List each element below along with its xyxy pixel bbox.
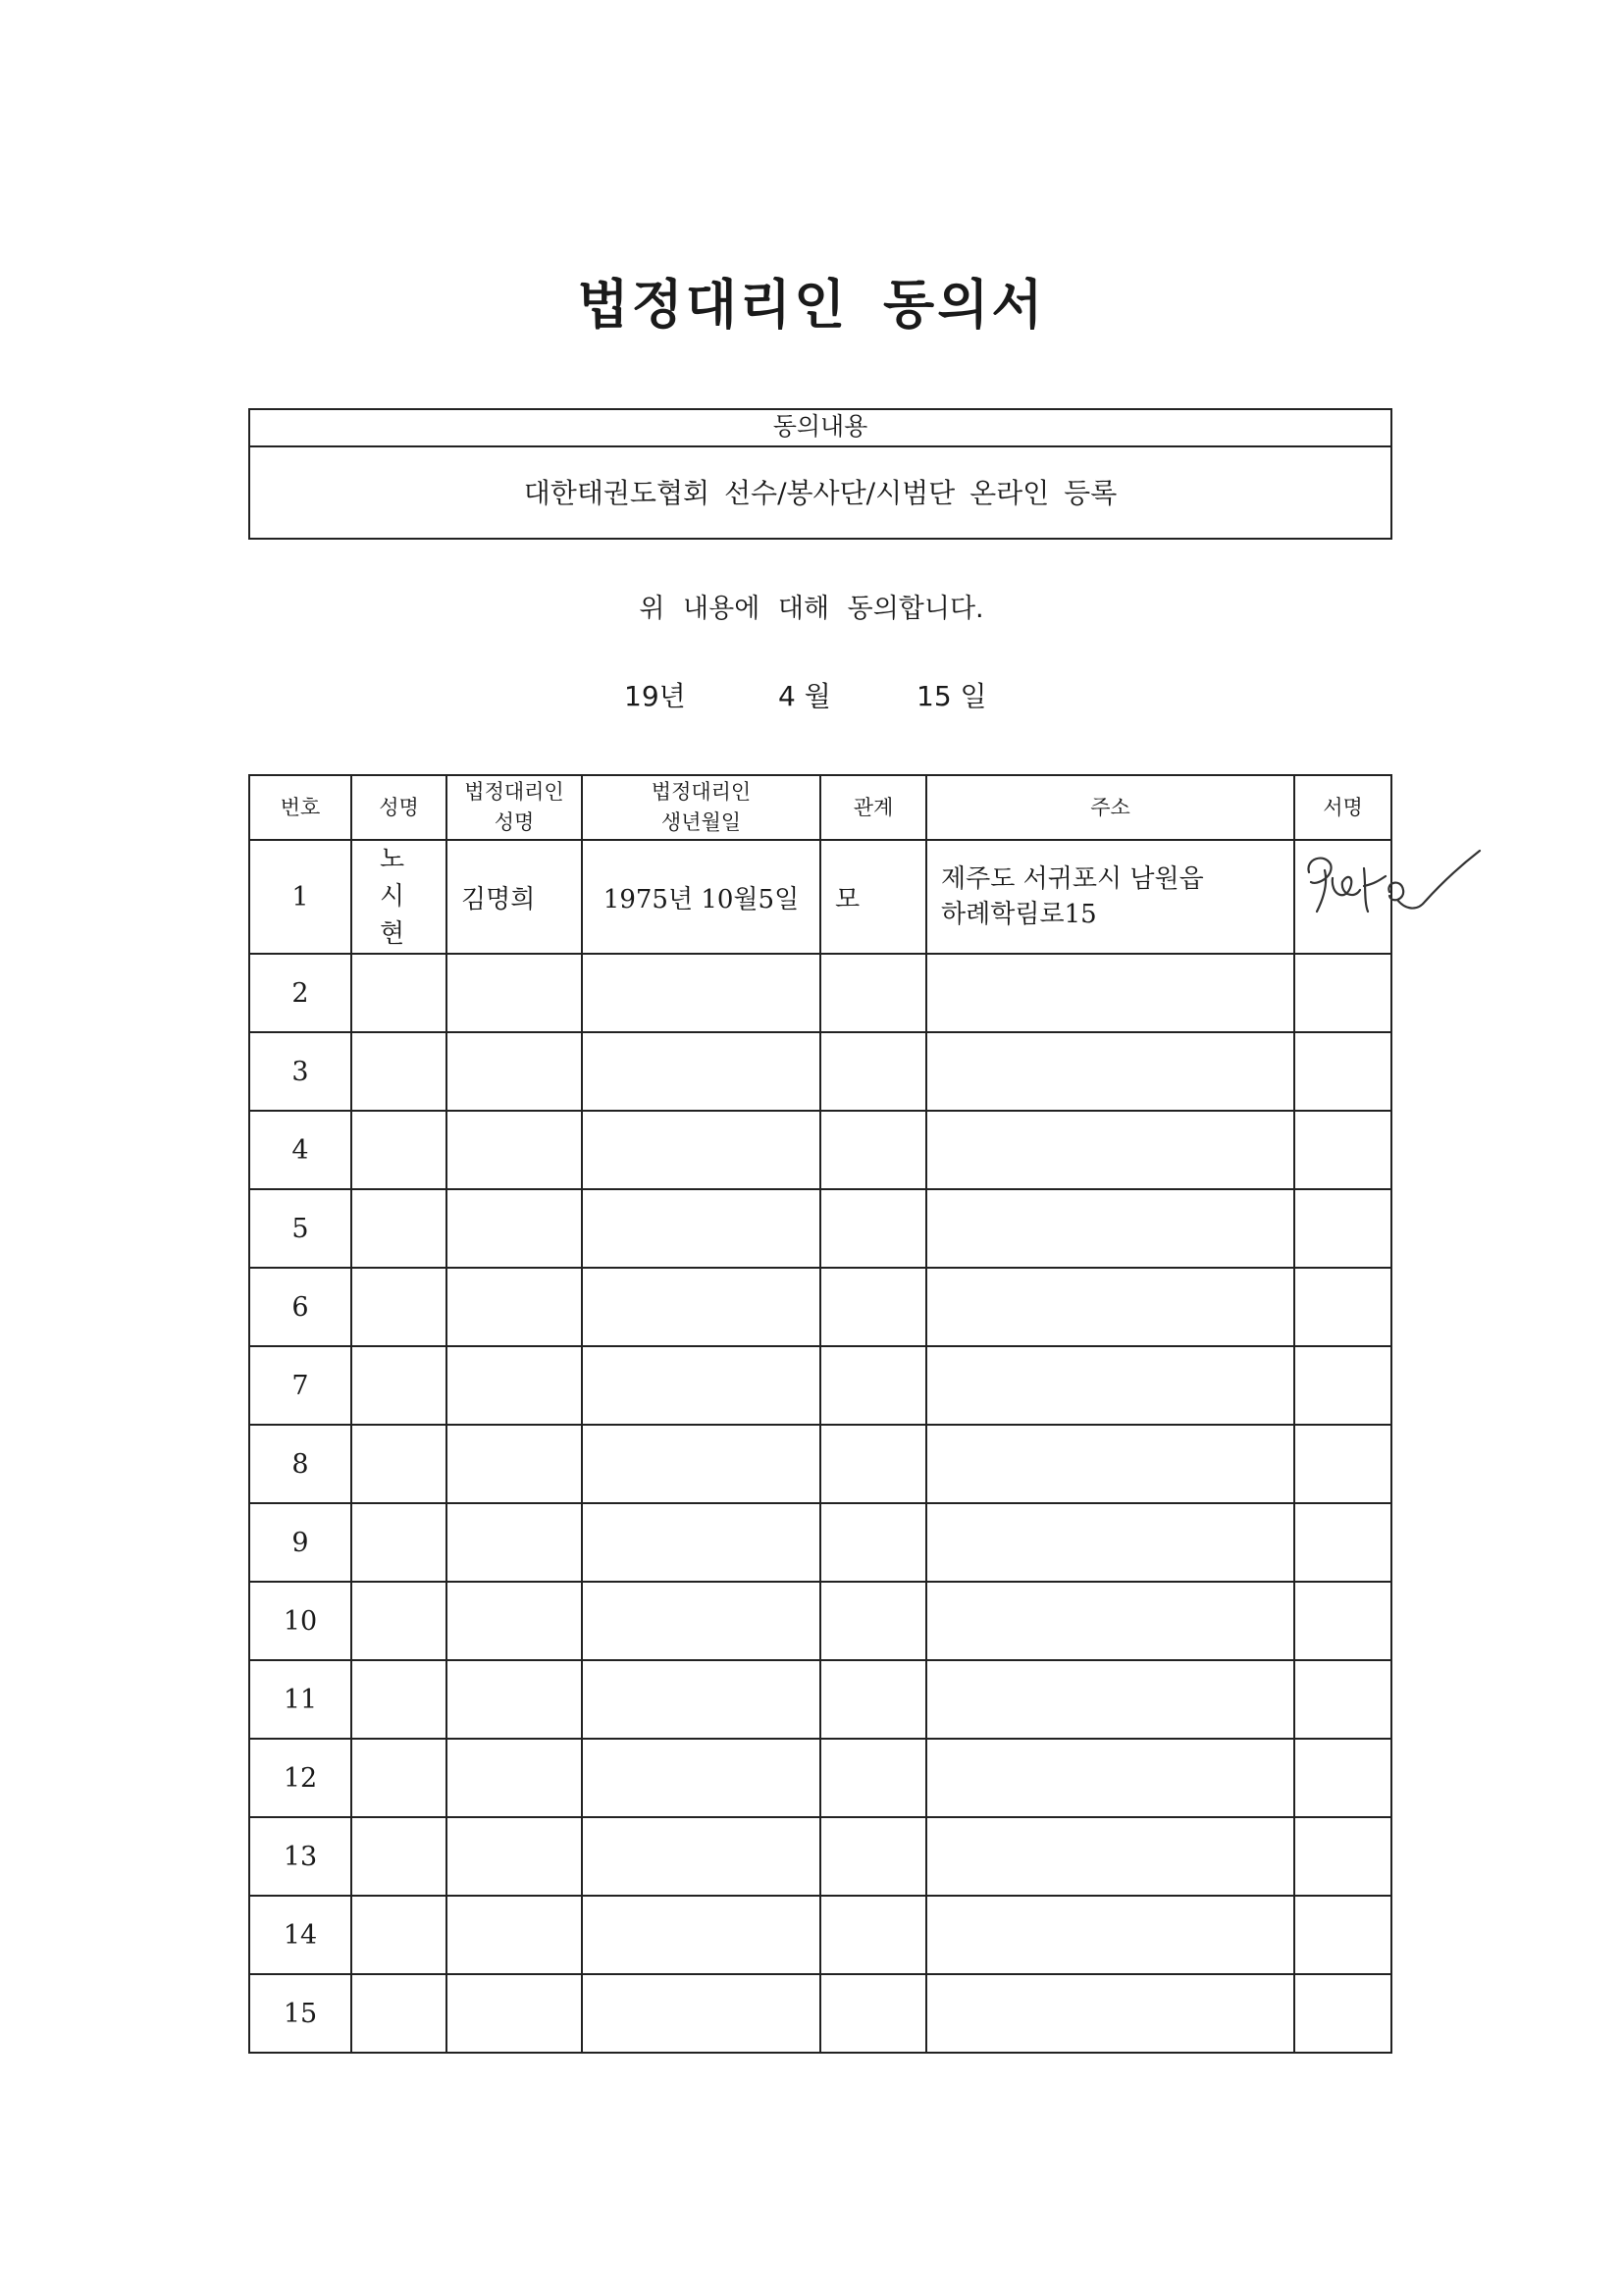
row-guardian-birth xyxy=(582,1739,820,1817)
header-guardian-birth-line1: 법정대리인 xyxy=(651,780,752,804)
row-relation xyxy=(820,1189,926,1268)
row-signature xyxy=(1294,1896,1391,1974)
row-signature xyxy=(1294,1268,1391,1346)
row-guardian-name xyxy=(446,1582,582,1660)
row-name-line2: 현 xyxy=(379,919,419,949)
row-name xyxy=(351,1817,446,1896)
row-number: 5 xyxy=(249,1189,351,1268)
header-guardian-name-line2: 성명 xyxy=(494,810,535,834)
row-guardian-birth xyxy=(582,1346,820,1425)
table-row xyxy=(249,1660,1391,1739)
row-guardian-name xyxy=(446,1503,582,1582)
row-signature xyxy=(1294,1660,1391,1739)
row-address xyxy=(926,1582,1294,1660)
row-name xyxy=(351,1739,446,1817)
row-address xyxy=(926,1032,1294,1111)
row-signature xyxy=(1294,1974,1391,2053)
row-relation xyxy=(820,1817,926,1896)
row-number: 11 xyxy=(249,1660,351,1739)
table-row xyxy=(249,1346,1391,1425)
consent-heading: 동의내용 xyxy=(250,410,1390,447)
row-address xyxy=(926,1346,1294,1425)
row-relation xyxy=(820,1503,926,1582)
header-guardian-name xyxy=(446,775,582,840)
row-guardian-name xyxy=(446,1896,582,1974)
row-signature xyxy=(1294,1739,1391,1817)
row-name xyxy=(351,1189,446,1268)
row-relation xyxy=(820,954,926,1032)
row-relation xyxy=(820,1582,926,1660)
row-address xyxy=(926,1660,1294,1739)
row-number: 4 xyxy=(249,1111,351,1189)
row-relation xyxy=(820,1111,926,1189)
row-guardian-birth xyxy=(582,1032,820,1111)
header-relation: 관계 xyxy=(820,775,926,840)
row-guardian-birth xyxy=(582,1896,820,1974)
row-number: 6 xyxy=(249,1268,351,1346)
row-guardian-birth xyxy=(582,1582,820,1660)
row-guardian-birth xyxy=(582,1503,820,1582)
table-row xyxy=(249,1032,1391,1111)
header-number: 번호 xyxy=(249,775,351,840)
agreement-statement: 위 내용에 대해 동의합니다. xyxy=(639,594,984,624)
row-guardian-birth xyxy=(582,1974,820,2053)
row-address xyxy=(926,1817,1294,1896)
row-guardian-birth xyxy=(582,1425,820,1503)
row-number: 12 xyxy=(249,1739,351,1817)
table-header-row xyxy=(249,775,1391,840)
row-number: 14 xyxy=(249,1896,351,1974)
row-number: 3 xyxy=(249,1032,351,1111)
row-guardian-name xyxy=(446,1189,582,1268)
row-signature xyxy=(1294,1503,1391,1582)
row-signature xyxy=(1294,1189,1391,1268)
row-guardian-name xyxy=(446,1032,582,1111)
row-signature xyxy=(1294,1817,1391,1896)
table-row xyxy=(249,1739,1391,1817)
row-relation xyxy=(820,1346,926,1425)
row-guardian-birth: 1975년 10월5일 xyxy=(582,840,820,954)
row-guardian-name xyxy=(446,1425,582,1503)
row-name xyxy=(351,1268,446,1346)
table-row xyxy=(249,840,1391,954)
date-month: 4 월 xyxy=(778,680,831,712)
row-signature xyxy=(1294,1425,1391,1503)
table-row xyxy=(249,1582,1391,1660)
row-guardian-name xyxy=(446,1111,582,1189)
row-guardian-name: 김명희 xyxy=(446,840,582,954)
row-guardian-name xyxy=(446,1817,582,1896)
row-relation: 모 xyxy=(820,840,926,954)
document-title: 법정대리인 동의서 xyxy=(577,274,1046,336)
row-address xyxy=(926,954,1294,1032)
row-signature xyxy=(1294,840,1391,954)
table-row xyxy=(249,1189,1391,1268)
row-signature xyxy=(1294,1582,1391,1660)
table-row xyxy=(249,1503,1391,1582)
row-guardian-name xyxy=(446,954,582,1032)
row-relation xyxy=(820,1896,926,1974)
row-guardian-name xyxy=(446,1974,582,2053)
row-signature xyxy=(1294,1111,1391,1189)
header-guardian-name-line1: 법정대리인 xyxy=(464,780,564,804)
row-name xyxy=(351,840,446,954)
row-name xyxy=(351,1111,446,1189)
header-name: 성명 xyxy=(351,775,446,840)
header-signature: 서명 xyxy=(1294,775,1391,840)
row-guardian-birth xyxy=(582,1817,820,1896)
row-address xyxy=(926,1268,1294,1346)
handwritten-signature xyxy=(1295,843,1487,919)
row-name xyxy=(351,1896,446,1974)
row-number: 9 xyxy=(249,1503,351,1582)
row-guardian-name xyxy=(446,1739,582,1817)
row-relation xyxy=(820,1660,926,1739)
table-row xyxy=(249,1974,1391,2053)
row-name xyxy=(351,1582,446,1660)
consent-box xyxy=(248,408,1392,540)
row-number: 10 xyxy=(249,1582,351,1660)
row-name xyxy=(351,1425,446,1503)
row-guardian-birth xyxy=(582,1268,820,1346)
table-row xyxy=(249,1817,1391,1896)
date-year: 19년 xyxy=(624,680,686,712)
row-name xyxy=(351,1032,446,1111)
row-address-line1: 제주도 서귀포시 남원읍 xyxy=(941,864,1204,894)
row-address xyxy=(926,840,1294,954)
table-row xyxy=(249,954,1391,1032)
date-day: 15 일 xyxy=(916,680,987,712)
row-name xyxy=(351,1346,446,1425)
row-address xyxy=(926,1111,1294,1189)
row-address xyxy=(926,1425,1294,1503)
table-row xyxy=(249,1896,1391,1974)
row-address xyxy=(926,1739,1294,1817)
row-address xyxy=(926,1503,1294,1582)
row-signature xyxy=(1294,1032,1391,1111)
row-signature xyxy=(1294,954,1391,1032)
row-relation xyxy=(820,1974,926,2053)
row-guardian-name xyxy=(446,1346,582,1425)
row-number: 13 xyxy=(249,1817,351,1896)
row-address xyxy=(926,1896,1294,1974)
row-signature xyxy=(1294,1346,1391,1425)
row-number: 1 xyxy=(249,840,351,954)
row-guardian-birth xyxy=(582,1660,820,1739)
row-number: 8 xyxy=(249,1425,351,1503)
table-row xyxy=(249,1425,1391,1503)
row-name xyxy=(351,954,446,1032)
row-guardian-birth xyxy=(582,1111,820,1189)
row-name xyxy=(351,1503,446,1582)
row-number: 2 xyxy=(249,954,351,1032)
row-name xyxy=(351,1974,446,2053)
table-row xyxy=(249,1111,1391,1189)
guardian-roster-table xyxy=(248,774,1392,2054)
row-relation xyxy=(820,1268,926,1346)
row-name xyxy=(351,1660,446,1739)
header-guardian-birth xyxy=(582,775,820,840)
row-guardian-birth xyxy=(582,1189,820,1268)
row-relation xyxy=(820,1739,926,1817)
row-guardian-birth xyxy=(582,954,820,1032)
row-number: 7 xyxy=(249,1346,351,1425)
consent-content: 대한태권도협회 선수/봉사단/시범단 온라인 등록 xyxy=(523,477,1118,509)
row-number: 15 xyxy=(249,1974,351,2053)
header-address: 주소 xyxy=(926,775,1294,840)
row-name-line1: 노 시 xyxy=(379,845,419,912)
row-guardian-name xyxy=(446,1268,582,1346)
row-address xyxy=(926,1189,1294,1268)
row-address-line2: 하례학림로15 xyxy=(941,900,1097,929)
header-guardian-birth-line2: 생년월일 xyxy=(660,810,742,834)
row-relation xyxy=(820,1425,926,1503)
table-row xyxy=(249,1268,1391,1346)
row-address xyxy=(926,1974,1294,2053)
row-guardian-name xyxy=(446,1660,582,1739)
row-relation xyxy=(820,1032,926,1111)
